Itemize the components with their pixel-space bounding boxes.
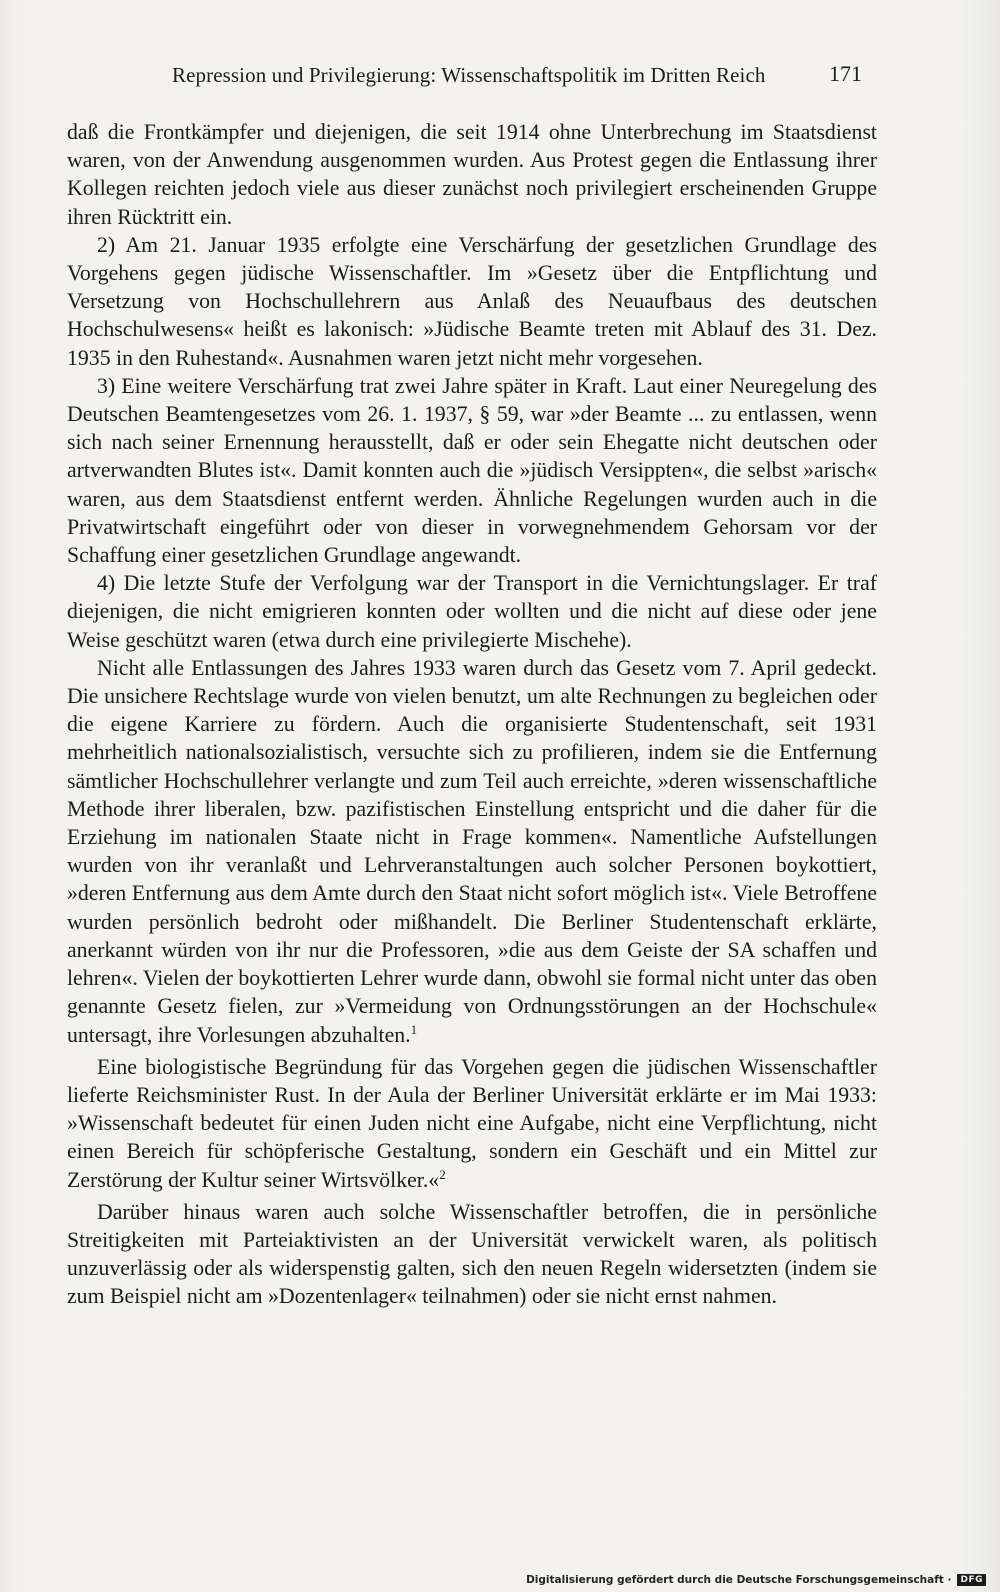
page-number: 171 bbox=[829, 61, 862, 86]
footnote-ref-1[interactable]: 1 bbox=[410, 1021, 418, 1037]
paragraph-further: Darüber hinaus waren auch solche Wissenschaftler betroffen, die in persönliche Streitigkeiten mit Parteiaktivisten an der Universität verwickelt waren, als politisch unzuverlässig oder als widerspenstig galten, sich den neuen Regeln widersetzten (indem sie zum Beispiel nicht am »Dozentenlager« teilnahmen) oder sie nicht ernst nahmen. bbox=[67, 1199, 877, 1309]
paragraph-rust-text: Eine biologistische Begründung für das Vorgehen gegen die jüdischen Wissenschaftler lieferte Reichsminister Rust. In der Aula der Berliner Universität erklärte er im Mai 1933: »Wissenschaft bedeutet für einen Juden nicht eine Aufgabe, nicht eine Verpflichtung, nicht einen Bereich für schöpferische Gestaltung, sondern ein Geschäft und ein Mittel zur Zerstörung der Kultur seiner Wirtsvölker.« bbox=[67, 1054, 877, 1192]
running-title: Repression und Privilegierung: Wissenschaftspolitik im Dritten Reich bbox=[172, 63, 766, 87]
dfg-logo: DFG bbox=[957, 1574, 986, 1586]
paragraph-continuation: daß die Frontkämpfer und diejenigen, die seit 1914 ohne Unterbrechung im Staatsdienst waren, von der Anwendung ausgenommen wurden. Aus Protest gegen die Entlassung ihrer Kollegen reichten jedoch viele aus dieser zunächst noch privilegiert erscheinenden Gruppe ihren Rücktritt ein. bbox=[67, 120, 877, 229]
body-text bbox=[67, 118, 877, 1311]
paragraph-dismissals bbox=[67, 654, 877, 1049]
paragraph-dismissals-text: Nicht alle Entlassungen des Jahres 1933 waren durch das Gesetz vom 7. April gedeckt. Die unsichere Rechtslage wurde von vielen benutzt, um alte Rechnungen zu begleichen oder die eigene Karriere zu fördern. Auch die organisierte Studentenschaft, seit 1931 mehrheitlich nationalsozialistisch, versuchte sich zu profilieren, indem sie die Entfernung sämtlicher Hochschullehrer verlangte und zum Teil auch erreichte, »deren wissenschaftliche Methode ihrer liberalen, bzw. pazifistischen Einstellung entspricht und die daher für die Erziehung im nationalen Staate nicht in Frage kommen«. Namentliche Aufstellungen wurden von ihr veranlaßt und Lehrveranstaltungen auch solcher Personen boykottiert, »deren Entfernung aus dem Amte durch den Staat nicht sofort möglich ist«. Viele Betroffene wurden persönlich bedroht oder mißhandelt. Die Berliner Studentenschaft erklärte, anerkannt würden von ihr nur die Professoren, »die aus dem Geiste der SA schaffen und lehren«. Vielen der boykottierten Lehrer wurde dann, obwohl sie formal nicht unter das oben genannte Gesetz fielen, zur »Vermeidung von Ordnungsstörungen an der Hochschule« untersagt, ihre Vorlesungen abzuhalten. bbox=[67, 655, 877, 1047]
paragraph-item-3: 3) Eine weitere Verschärfung trat zwei Jahre später in Kraft. Laut einer Neuregelung des Deutschen Beamtengesetzes vom 26. 1. 1937, § 59, war »der Beamte ... zu entlassen, wenn sich nach seiner Ernennung herausstellt, daß er oder sein Ehegatte nicht deutschen oder artverwandten Blutes ist«. Damit konnten auch die »jüdisch Versippten«, die selbst »arisch« waren, aus dem Staatsdienst entfernt werden. Ähnliche Regelungen wurden auch in die Privatwirtschaft eingeführt oder von dieser in vorwegnehmendem Gehorsam vor der Schaffung einer gesetzlichen Grundlage angewandt. bbox=[67, 373, 877, 568]
paragraph-rust bbox=[67, 1053, 877, 1194]
footnote-ref-2[interactable]: 2 bbox=[439, 1166, 446, 1182]
funding-note: Digitalisierung gefördert durch die Deutsche Forschungsgemeinschaft · bbox=[526, 1574, 952, 1586]
paragraph-item-2: 2) Am 21. Januar 1935 erfolgte eine Verschärfung der gesetzlichen Grundlage des Vorgehens gegen jüdische Wissenschaftler. Im »Gesetz über die Entpflichtung und Versetzung von Hochschullehrern aus Anlaß des Neuaufbaus des deutschen Hochschulwesens« heißt es lakonisch: »Jüdische Beamte treten mit Ablauf des 31. Dez. 1935 in den Ruhestand«. Ausnahmen waren jetzt nicht mehr vorgesehen. bbox=[67, 232, 877, 370]
paragraph-item-4: 4) Die letzte Stufe der Verfolgung war der Transport in die Vernichtungslager. Er traf diejenigen, die nicht emigrieren konnten oder wollten und die nicht auf diese oder jene Weise geschützt waren (etwa durch eine privilegierte Mischehe). bbox=[67, 571, 877, 652]
digitization-footer bbox=[526, 1574, 986, 1586]
